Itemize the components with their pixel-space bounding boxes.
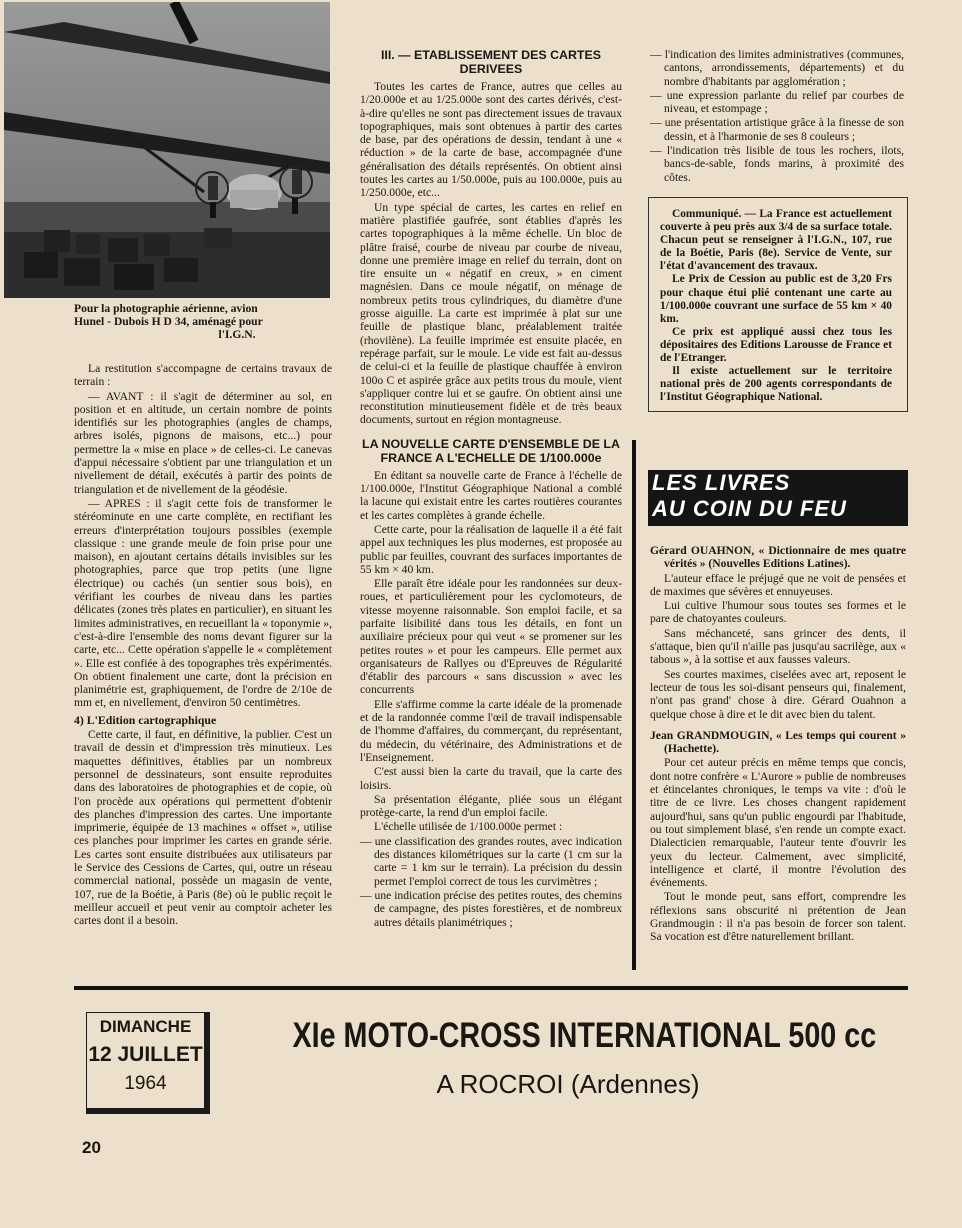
event-title: XIe MOTO-CROSS INTERNATIONAL 500 cc [292,1016,877,1055]
list-item: — une indication précise des petites routes, des chemins de campagne, des pistes forestières, et de nombreux autres détails planimétriques ; [360,888,622,929]
list-item: — l'indication très lisible de tous les rochers, ilots, bancs-de-sable, fonds marins, à proximité des côtes. [650,144,904,184]
section-heading: 4) L'Edition cartographique [74,712,217,727]
communique-paragraph: Communiqué. — La France est actuellement couverte à peu près aux 3/4 de sa surface totale. Chacun peut se renseigner à l'I.G.N., 107, rue de la Boétie, Paris (8e). Service de Vente, sur l'état d'avancement des travaux. [660,208,892,273]
paragraph: Lui cultive l'humour sous toutes ses formes et le pare de chatoyantes couleurs. [650,599,906,626]
paragraph: Elle paraît être idéale pour les randonnées sur deux-roues, et particulièrement pour les cyclomoteurs, de vitesse moyenne raisonnable. Son emploi facile, et sa parfaite lisibilité dans tous les détails, en font un auxiliaire précieux pour qui veut « se promener sur les petites routes » et pour les campeurs. Elle permet aux organisateurs de Rallyes ou d'Epreuves de Régularité d'établir des parcours « sans discussion » avec les concurrents [360,577,622,697]
paragraph: Cette carte, il faut, en définitive, la publier. C'est un travail de dessin et d'impression très minutieux. Les maquettes définitives, établies par un nombreux personnel de dessinateurs, sont ensuite reproduites dans des laboratoires de photographies et de copie, où l'on procède aux opérations qui permettent d'obtenir des planches d'impression des cartes. Une importante imprimerie, équipée de 13 machines « offset », utilise ces planches pour imprimer les cartes en grande série. Les cartes sont ensuite distribuées aux utilisateurs par le Service des Cessions de Cartes, qui, outre un réseau commercial national, possède un magasin de vente, 107, rue de la Boétie, à Paris (8e) où le public reçoit le meilleur accueil et peut venir au comptoir acheter les cartes dont il a besoin. [74,728,332,928]
paragraph: L'auteur efface le préjugé que ne voit de pensées et de maximes que sévères et ennuyeuses. [650,571,906,598]
books-section-banner [648,470,908,526]
event-year: 1964 [124,1073,167,1094]
book-heading: Gérard OUAHNON, « Dictionnaire de mes quatre vérités » (Nouvelles Editions Latines). [650,544,906,571]
caption-line-2: Hunel - Dubois H D 34, aménagé pour [74,315,263,328]
list-item: — une expression parlante du relief par courbes de niveau, et estompage ; [650,88,904,116]
paragraph: En éditant sa nouvelle carte de France à l'échelle de 1/100.000e, l'Institut Géographique National a comblé la lacune qui existait entre les cartes routières courantes et les cartes complètes à grande échelle. [360,468,622,522]
column-right-top [650,48,904,185]
paragraph: — APRES : il s'agit cette fois de transformer le stéréominute en une carte complète, en rectifiant les erreurs d'interprétation toujours possibles (exemple classique : une grande meule de foin prise pour une maison), en ajoutant certains détails invisibles sur les photographies, parce que trop petits (une ligne électrique) ou cachés (un sentier sous bois), en vérifiant les courbes de niveau dans les parties délicates (zones très plates en particulier), en situant les limites administratives, en recueillant la « toponymie », c'est-à-dire l'ensemble des noms devant figurer sur la carte, etc... Cette opération s'appelle le « complètement ». Elle est confiée à des topographes très expérimentés. On obtient finalement une carte, dont la précision en planimétrie est, graphiquement, de l'ordre de 2/10e de mm et, en nivellement, d'environ 50 centimètres. [74,496,332,710]
section-heading: LA NOUVELLE CARTE D'ENSEMBLE DE LA FRANCE A L'ECHELLE DE 1/100.000e [362,436,620,465]
list-item: — une présentation artistique grâce à la finesse de son dessin, et à l'harmonie de ses 8 couleurs ; [650,116,904,143]
paragraph: Sa présentation élégante, pliée sous un élégant protège-carte, la rend d'un emploi facile. [360,792,622,820]
paragraph: Sans méchanceté, sans grincer des dents, il s'attaque, bien qu'il n'aille pas jusqu'au sacrilège, aux « tabous », à la sottise et aux fausses valeurs. [650,626,906,667]
paragraph: Tout le monde peut, sans effort, comprendre les réflexions sans obscurité ni prétention de Jean Grandmougin : il n'a pas besoin de forcer son talent. Sa vocation est d'être naturellement brillant. [650,890,906,944]
paragraph: Pour cet auteur précis en même temps que concis, dont notre confrère « L'Aurore » publie de nombreuses et étincelantes chroniques, le temps va vite : d'où le titre de ce livre. Les choses changent rapidement aujourd'hui, sans qu'un public engourdi par l'habitude, ou tout simplement blasé, s'en rende un compte exact. Dialecticien remarquable, l'auteur tente d'ouvrir les yeux du lecteur. Calmement, avec simplicité, intelligence et clarté, il montre l'évolution des événements. [650,756,906,890]
list-item: — l'indication des limites administratives (communes, cantons, arrondissements, départements) et du nombre d'habitants par agglomération ; [650,48,904,88]
communique-paragraph: Il existe actuellement sur le territoire national près de 200 agents correspondants de l'Institut Géographique National. [660,365,892,404]
paragraph: Cette carte, pour la réalisation de laquelle il a été fait appel aux techniques les plus modernes, est proposée au public par feuilles, couvrant des surfaces importantes de 55 km × 40 km. [360,522,622,576]
paragraph: Un type spécial de cartes, les cartes en relief en matière plastifiée gaufrée, sont établies d'après les cartes topographiques à la même échelle. Un bloc de plâtre fraisé, courbe de niveau par courbe de niveau, donne une première image en relief du terrain, dont on tire ensuite un « négatif en creux, » en ciment magnésien. Dans ce moule négatif, on ménage de nombreux petits trous cylindriques, du diamètre d'une grosse aiguille. La carte est imprimée à plat sur une feuille de plastique blanc, préalablement traitée (rhovilène). La feuille imprimée est ensuite placée, en repérage parfait, sur le moule. Le vide est fait au-dessus de celui-ci et la feuille de plastique chauffée à environ 100o C et aspirée grâce aux petits trous du moule, vient s'appliquer contre lui et se gaufre. On obtient ainsi une reconstitution minutieusement fidèle et de très beaux documents, surtout en région montagneuse. [360,200,622,427]
horizontal-divider [74,986,908,990]
caption-line-1: Pour la photographie aérienne, avion [74,302,258,315]
banner-line-1: LES LIVRES [652,470,791,495]
photo-caption [74,302,330,341]
paragraph: Elle s'affirme comme la carte idéale de la promenade et de la randonnée comme l'œil de travail indispensable de l'homme d'affaires, du commerçant, du représentant, du médecin, du vétérinaire, des Administrations et de l'Enseignement. [360,697,622,764]
event-day: DIMANCHE [99,1017,192,1036]
event-date-box [86,1012,210,1114]
page-number: 20 [82,1138,101,1157]
caption-line-3: l'I.G.N. [218,328,256,341]
column-middle [360,48,622,930]
paragraph: La restitution s'accompagne de certains travaux de terrain : [74,362,332,389]
paragraph: L'échelle utilisée de 1/100.000e permet : [374,820,563,834]
paragraph: Toutes les cartes de France, autres que celles au 1/20.000e et au 1/25.000e sont des cartes dérivés, c'est-à-dire qu'elles ne sont pas directement issues de travaux topographiques, mais sont obtenues à partir des cartes de base, par des opérations de dessin, tendant à une « réduction » de la carte de base, accompagnée d'une généralisation des détails représentés. On obtient ainsi toutes les cartes au 1/50.000e, puis au 100.000e, puis au 1/250.000e, etc... [360,80,622,200]
section-heading: III. — ETABLISSEMENT DES CARTES DERIVEES [380,48,602,76]
book-heading: Jean GRANDMOUGIN, « Les temps qui courent » (Hachette). [650,728,906,756]
list-item: — une classification des grandes routes, avec indication des distances kilométriques sur la carte (1 cm sur la carte = 1 km sur le terrain). La précision du dessin permet l'emploi correct de tous les curvimètres ; [360,834,622,888]
banner-line-2: AU COIN DU FEU [652,496,847,521]
aircraft-photo [4,2,330,298]
paragraph: Ses courtes maximes, ciselées avec art, reposent le lecteur de tous les soi-disant penseurs qui, finalement, n'ont pas grand' chose à dire. Gérard Ouahnon a quelque chose à dire et le dit avec bien du talent. [650,667,906,721]
communique-box [648,197,908,412]
event-date: 12 JUILLET [88,1043,203,1066]
communique-paragraph: Ce prix est appliqué aussi chez tous les dépositaires des Editions Larousse de France et de l'Etranger. [660,325,892,365]
paragraph: — AVANT : il s'agit de déterminer au sol, en position et en altitude, un certain nombre de points identifiés sur les photographies (angles de champs, arbres isolés, pignons de maisons, etc...) pour permettre la « mise en place » de celles-ci. Le canevas d'appui nécessaire s'obtient par une triangulation et un nivellement de détail, exécutés à partir des points de triangulation et de nivellement de la géodésie. [74,389,332,496]
paragraph: C'est aussi bien la carte du travail, que la carte des loisirs. [360,765,622,792]
communique-paragraph: Le Prix de Cession au public est de 3,20 Frs pour chaque étui plié contenant une carte au 1/100.000e couvrant une surface de 55 km × 40 km. [660,273,892,325]
aircraft-photo-illustration [4,2,330,298]
books-column [650,544,906,945]
event-location: A ROCROI (Ardennes) [436,1069,700,1099]
column-left [74,362,332,928]
column-divider [632,440,636,970]
